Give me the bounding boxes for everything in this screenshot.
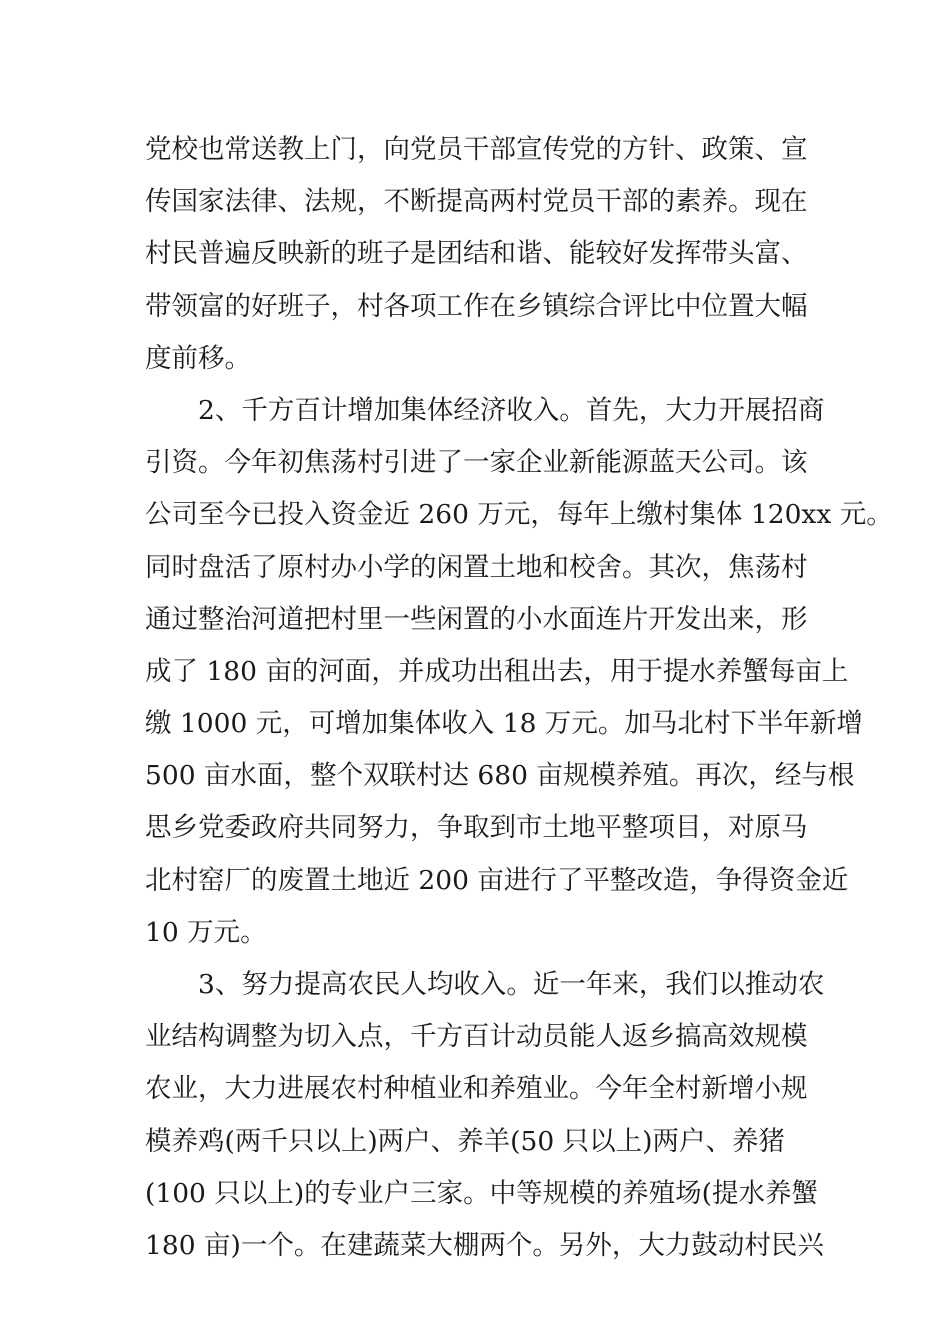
- paragraph-start-line: 3、努力提高农民人均收入。近一年来，我们以推动农: [198, 969, 825, 1000]
- text-line: 成了 180 亩的河面，并成功出租出去，用于提水养蟹每亩上: [145, 655, 849, 687]
- text-line: 180 亩)一个。在建蔬菜大棚两个。另外，大力鼓动村民兴: [145, 1229, 824, 1261]
- paragraph-start-line: 2、千方百计增加集体经济收入。首先，大力开展招商: [198, 394, 825, 426]
- text-line: 北村窑厂的废置土地近 200 亩进行了平整改造，争得资金近: [145, 864, 849, 896]
- text-line: 村民普遍反映新的班子是团结和谐、能较好发挥带头富、: [145, 238, 808, 270]
- text-line: 思乡党委政府共同努力，争取到市土地平整项目，对原马: [145, 812, 808, 844]
- text-line: 模养鸡(两千只以上)两户、养羊(50 只以上)两户、养猪: [145, 1125, 785, 1157]
- text-line: 缴 1000 元，可增加集体收入 18 万元。加马北村下半年新增: [145, 708, 863, 740]
- text-line: 500 亩水面，整个双联村达 680 亩规模养殖。再次，经与根: [145, 760, 855, 792]
- text-line: 业结构调整为切入点，千方百计动员能人返乡搞高效规模: [145, 1021, 808, 1053]
- text-line: 同时盘活了原村办小学的闲置土地和校舍。其次，焦荡村: [145, 551, 808, 583]
- text-line: 农业，大力进展农村种植业和养殖业。今年全村新增小规: [145, 1073, 808, 1105]
- text-line: 度前移。: [145, 342, 251, 374]
- text-line: 公司至今已投入资金近 260 万元，每年上缴村集体 120xx 元。: [145, 499, 893, 531]
- text-line: (100 只以上)的专业户三家。中等规模的养殖场(提水养蟹: [145, 1177, 819, 1209]
- text-line: 党校也常送教上门，向党员干部宣传党的方针、政策、宣: [145, 134, 808, 165]
- text-line: 10 万元。: [145, 916, 267, 948]
- text-line: 传国家法律、法规，不断提高两村党员干部的素养。现在: [145, 186, 808, 218]
- body-text: [145, 124, 893, 1272]
- text-line: 引资。今年初焦荡村引进了一家企业新能源蓝天公司。该: [145, 447, 808, 479]
- text-line: 通过整治河道把村里一些闲置的小水面连片开发出来，形: [145, 603, 808, 635]
- text-line: 带领富的好班子，村各项工作在乡镇综合评比中位置大幅: [145, 290, 808, 322]
